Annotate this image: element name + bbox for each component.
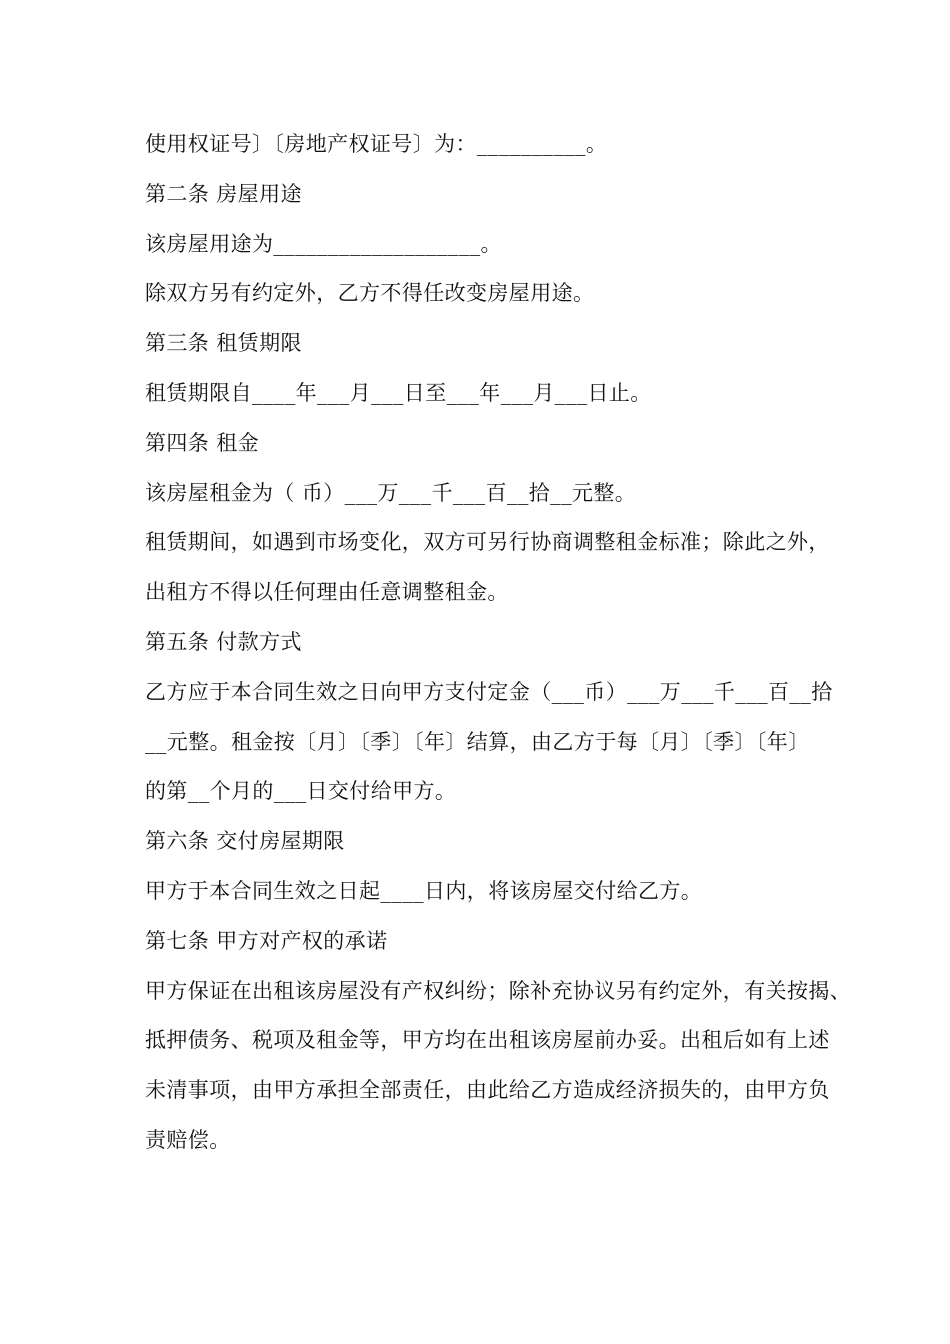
text-line: 该房屋用途为___________________。 — [145, 231, 502, 256]
text-line: 甲方保证在出租该房屋没有产权纠纷；除补充协议另有约定外，有关按揭、 — [145, 978, 852, 1003]
text-line: 抵押债务、税项及租金等，甲方均在出租该房屋前办妥。出租后如有上述 — [145, 1028, 830, 1053]
article-5-heading: 第五条 付款方式 — [145, 629, 302, 654]
article-6-heading: 第六条 交付房屋期限 — [145, 829, 345, 854]
article-4-heading: 第四条 租金 — [145, 430, 260, 455]
text-line: 出租方不得以任何理由任意调整租金。 — [145, 580, 509, 605]
text-line: 未清事项，由甲方承担全部责任，由此给乙方造成经济损失的，由甲方负 — [145, 1078, 830, 1103]
text-line: 除双方另有约定外，乙方不得任改变房屋用途。 — [145, 281, 595, 306]
article-2-heading: 第二条 房屋用途 — [145, 181, 302, 206]
text-line: __元整。租金按〔月〕〔季〕〔年〕结算，由乙方于每〔月〕〔季〕〔年〕 — [145, 729, 810, 754]
text-line: 使用权证号〕〔房地产权证号〕为：__________。 — [145, 132, 608, 156]
article-3-heading: 第三条 租赁期限 — [145, 331, 302, 356]
article-7-heading: 第七条 甲方对产权的承诺 — [145, 928, 388, 953]
document-body — [145, 120, 860, 1166]
text-line: 该房屋租金为（ 币）___万___千___百__拾__元整。 — [145, 480, 637, 505]
text-line: 乙方应于本合同生效之日向甲方支付定金（___币）___万___千___百__拾 — [145, 679, 833, 704]
text-line: 租赁期间，如遇到市场变化，双方可另行协商调整租金标准；除此之外， — [145, 530, 830, 555]
text-line: 的第__个月的___日交付给甲方。 — [145, 779, 457, 804]
text-line: 甲方于本合同生效之日起____日内，将该房屋交付给乙方。 — [145, 878, 703, 903]
text-line: 租赁期限自____年___月___日至___年___月___日止。 — [145, 380, 652, 405]
text-line: 责赔偿。 — [145, 1127, 231, 1152]
